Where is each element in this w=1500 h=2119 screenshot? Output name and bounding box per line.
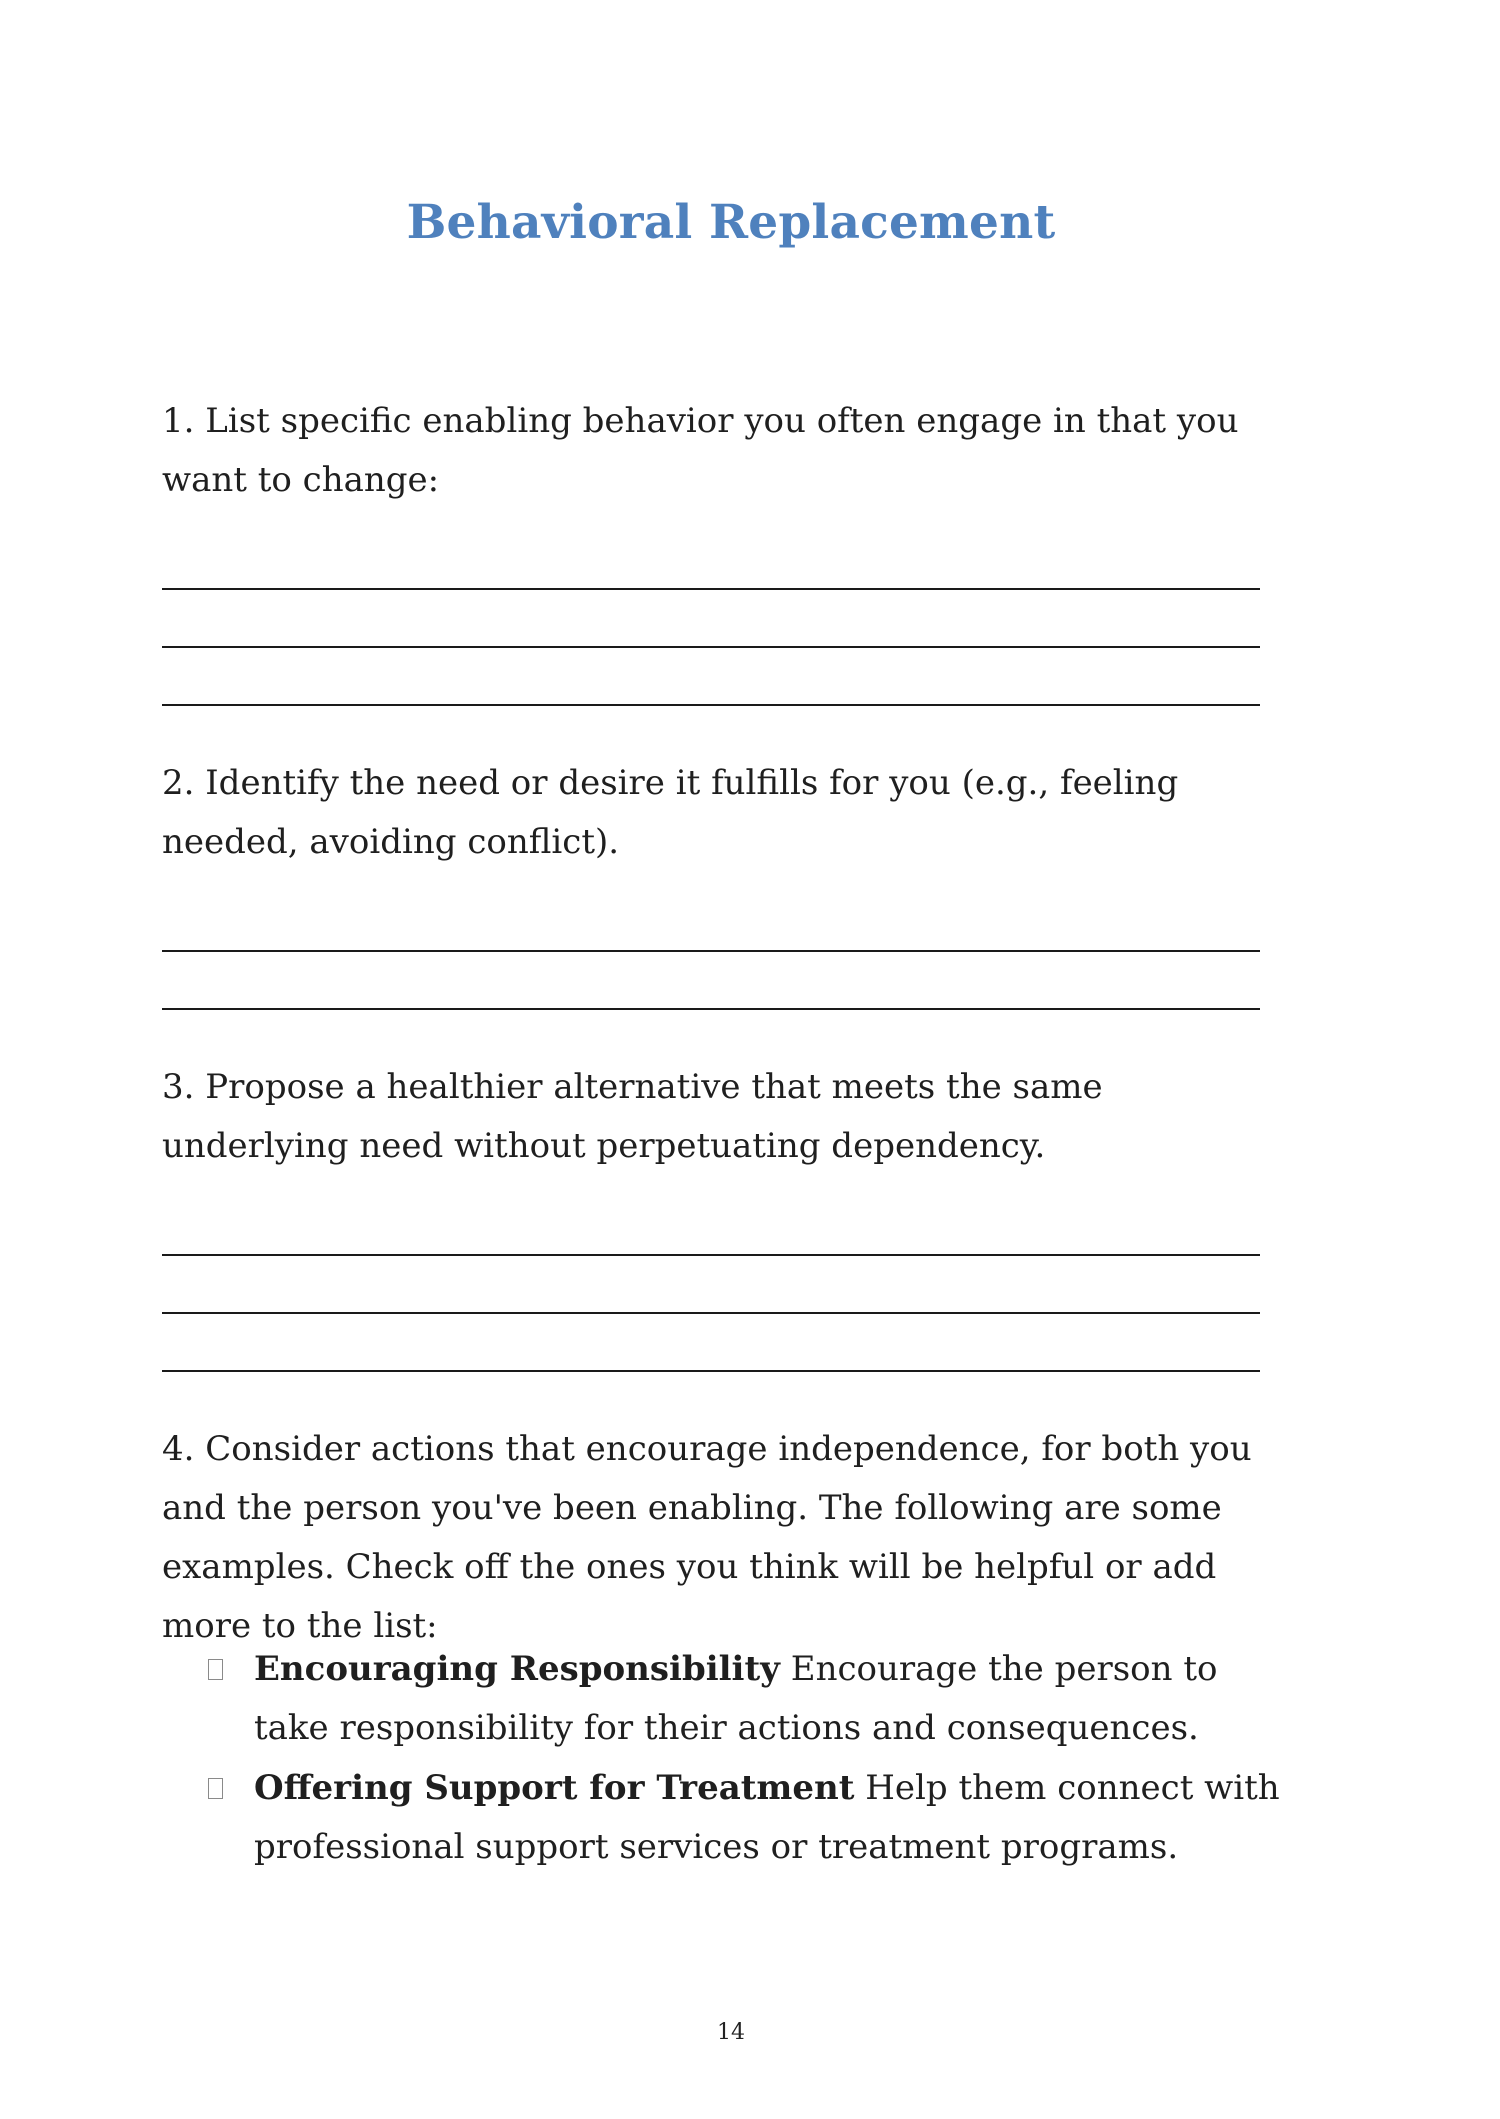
checklist	[208, 1640, 1288, 1878]
list-item	[208, 1759, 1288, 1877]
question-1: 1. List specific enabling behavior you often engage in that you want to change:	[162, 401, 1239, 500]
answer-line[interactable]	[162, 704, 1260, 706]
question-2: 2. Identify the need or desire it fulfills for you (e.g., feeling needed, avoiding conflict).	[162, 763, 1179, 862]
answer-line[interactable]	[162, 1008, 1260, 1010]
question-4: 4. Consider actions that encourage independence, for both you and the person you've been enabling. The following are some examples. Check off the ones you think will be helpful or add more to the list:	[162, 1429, 1252, 1646]
item-description: Encourage the person to take responsibility for their actions and consequences.	[254, 1649, 1218, 1748]
answer-line[interactable]	[162, 950, 1260, 952]
item-description: Help them connect with professional support services or treatment programs.	[254, 1768, 1280, 1867]
checkbox[interactable]	[208, 1778, 223, 1799]
item-title: Offering Support for Treatment	[254, 1768, 855, 1808]
item-title: Encouraging Responsibility	[254, 1649, 780, 1689]
answer-line[interactable]	[162, 1312, 1260, 1314]
answer-line[interactable]	[162, 646, 1260, 648]
page-title: Behavioral Replacement	[406, 195, 1056, 250]
page-number: 14	[717, 2020, 745, 2045]
answer-line[interactable]	[162, 1254, 1260, 1256]
answer-line[interactable]	[162, 1370, 1260, 1372]
answer-line[interactable]	[162, 588, 1260, 590]
checkbox[interactable]	[208, 1659, 223, 1680]
list-item	[208, 1640, 1288, 1758]
question-3: 3. Propose a healthier alternative that meets the same underlying need without perpetuating dependency.	[162, 1067, 1103, 1166]
